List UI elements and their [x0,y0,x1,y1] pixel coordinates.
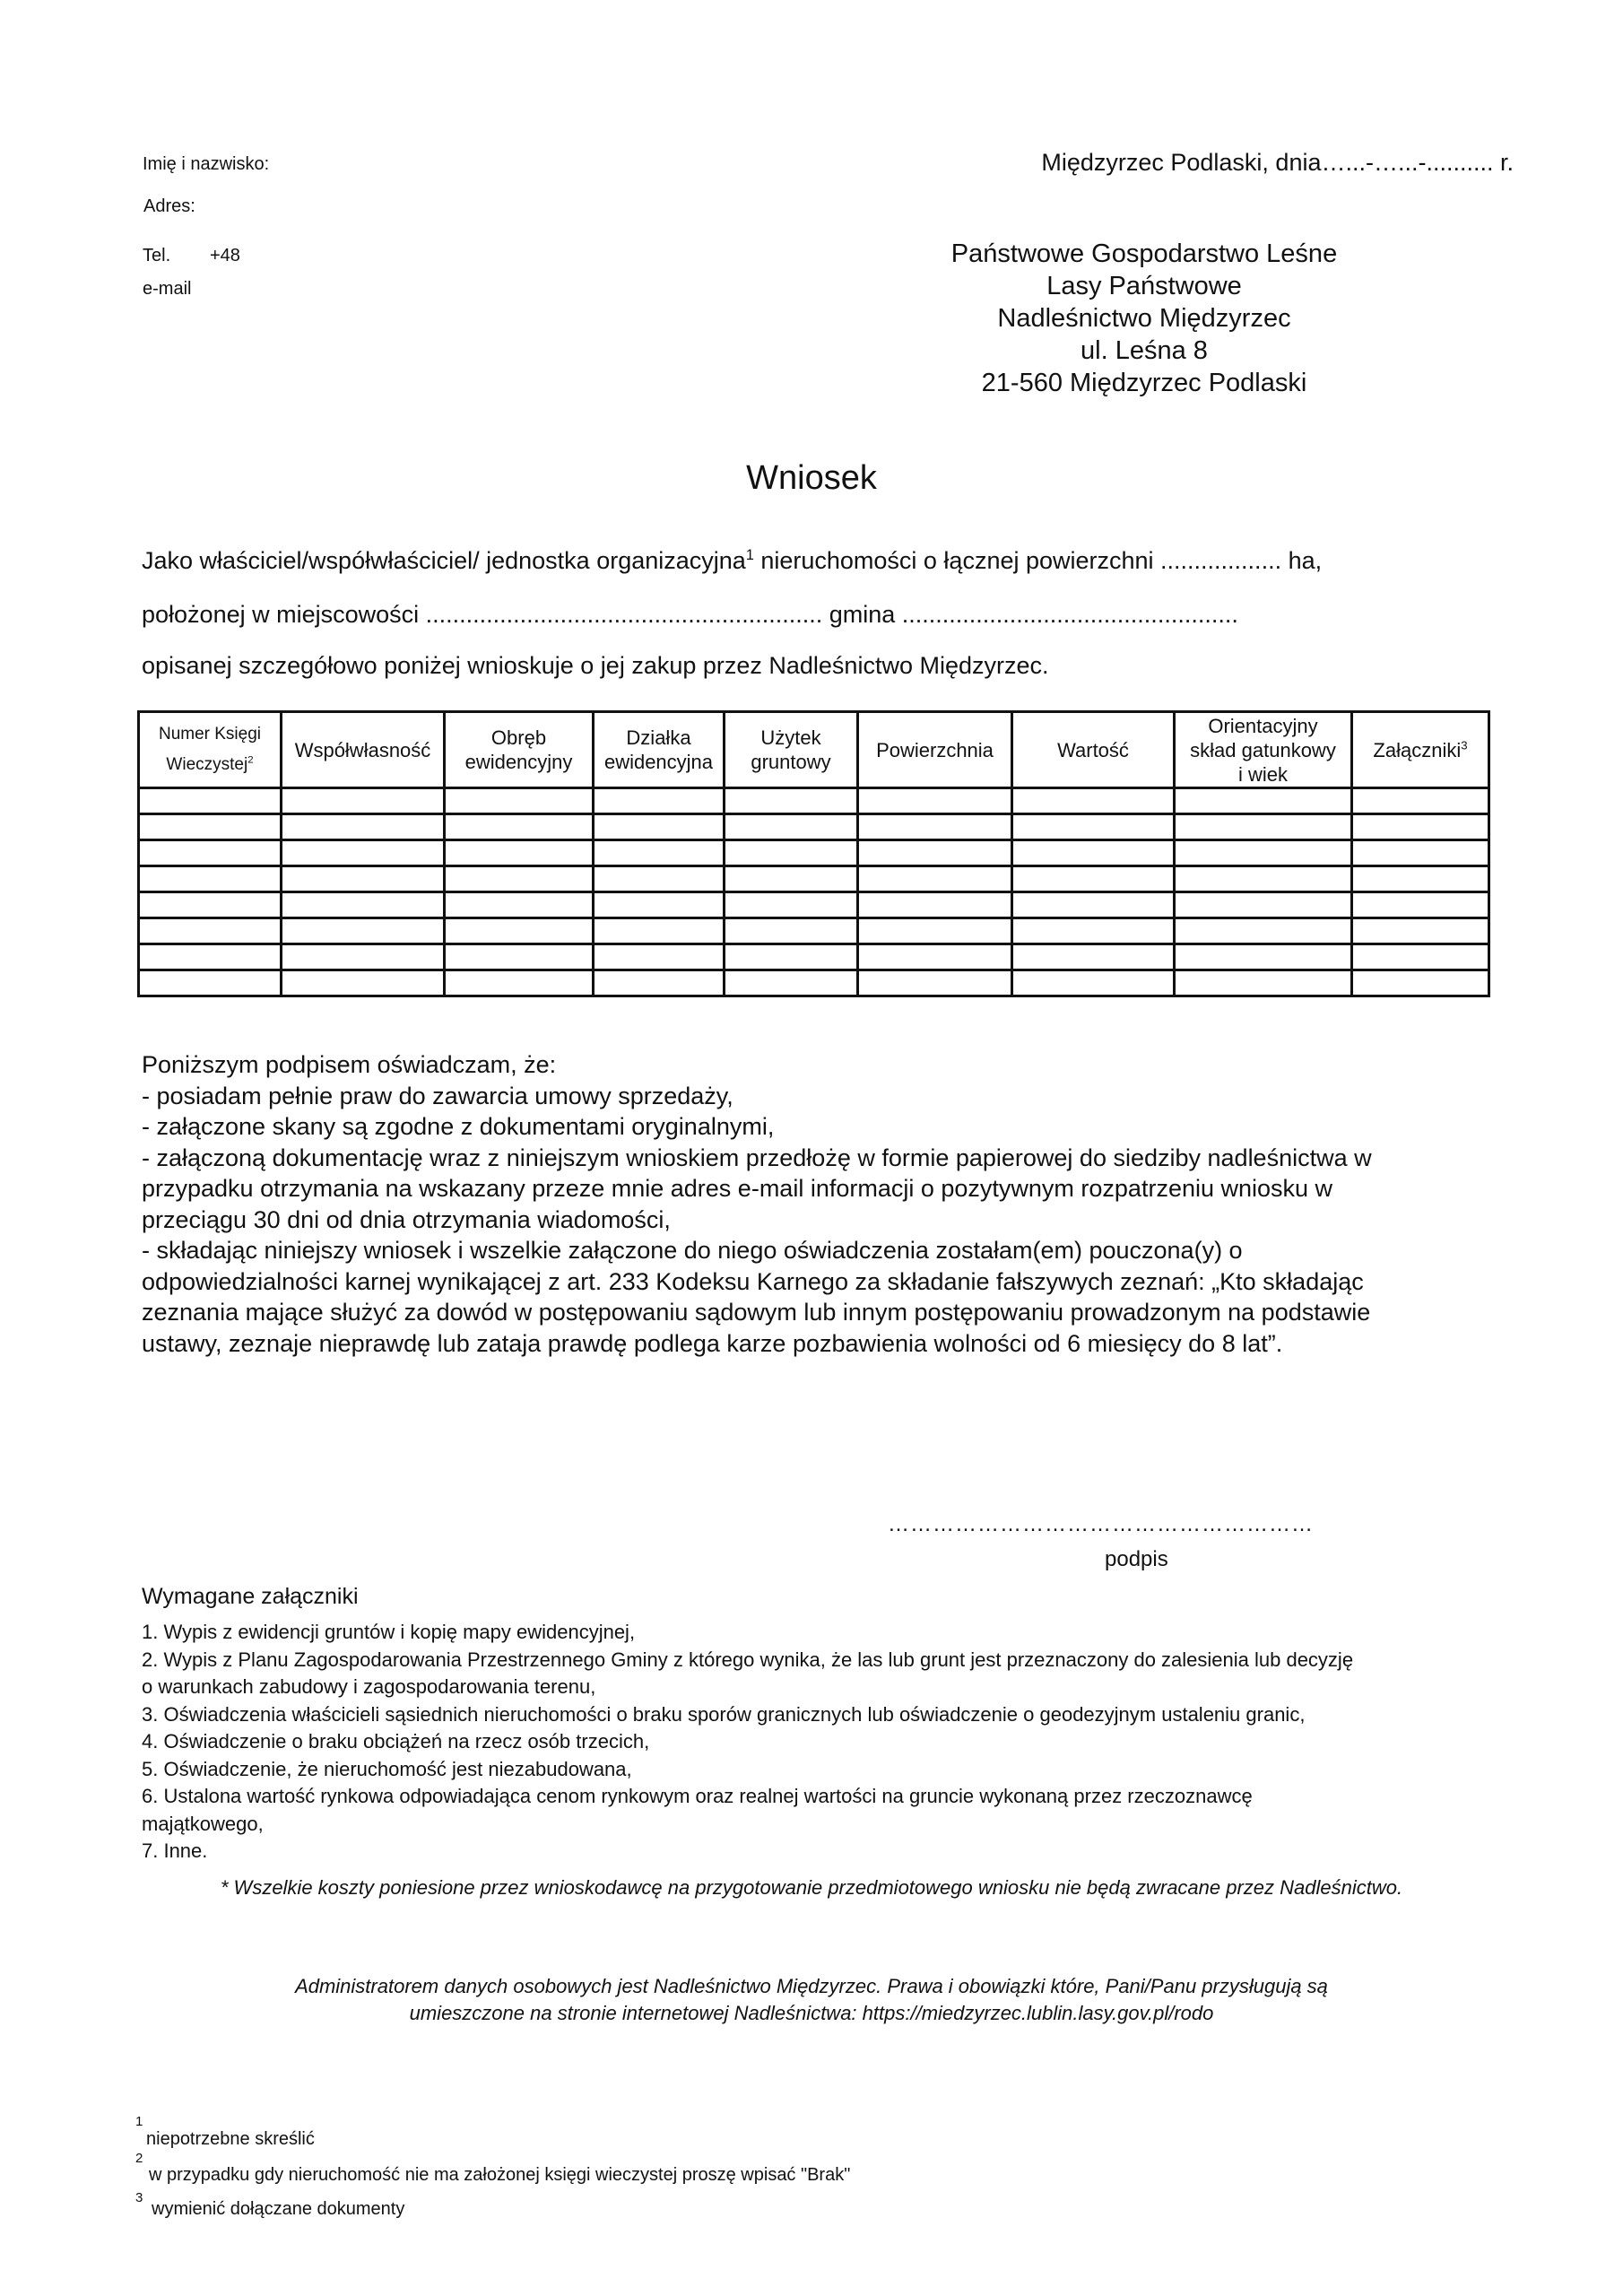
table-row [139,944,1489,970]
table-cell[interactable] [139,866,282,892]
attachment-item: 7. Inne. [142,1839,208,1862]
table-cell[interactable] [1012,814,1175,840]
footnote-text: w przypadku gdy nieruchomość nie ma założonej księgi wieczystej proszę wpisać "Brak" [149,2165,851,2185]
table-cell[interactable] [858,970,1012,996]
signature-label: podpis [1105,1547,1168,1571]
footnote-ref-3: 3 [1461,738,1468,752]
applicant-address-label: Adres: [143,196,195,216]
table-cell[interactable] [1352,788,1489,814]
header-species-composition [1175,712,1352,788]
header-text: Orientacyjny [1208,714,1318,737]
table-cell[interactable] [282,788,445,814]
declaration-line: ustawy, zeznaje nieprawdę lub zataja prawdę podlega karze pozbawienia wolności od 6 miesięcy do 8 lat”. [142,1329,1283,1357]
declaration-line: przeciągu 30 dni od dnia otrzymania wiadomości, [142,1205,671,1233]
table-cell[interactable] [445,918,594,944]
header-cadastral-plot [594,712,725,788]
intro-line-3: opisanej szczegółowo poniżej wnioskuje o jej zakup przez Nadleśnictwo Międzyrzec. [142,652,1049,679]
header-text: i wiek [1237,762,1288,786]
table-cell[interactable] [594,840,725,866]
table-cell[interactable] [1012,840,1175,866]
recipient-line: 21-560 Międzyrzec Podlaski [981,369,1307,397]
recipient-line: Lasy Państwowe [1046,272,1242,300]
table-row [139,814,1489,840]
header-text: Numer Księgi [158,725,262,744]
table-cell[interactable] [139,840,282,866]
footnote-ref-1: 1 [745,547,754,563]
table-cell[interactable] [1175,970,1352,996]
header-text: Obręb [490,726,547,749]
header-text: Wieczystej [166,755,248,774]
footnote-text: niepotrzebne skreślić [146,2129,315,2149]
footnote-text: wymienić dołączane dokumenty [152,2199,405,2219]
table-cell[interactable] [858,944,1012,970]
table-cell[interactable] [445,788,594,814]
table-cell[interactable] [725,788,858,814]
gdpr-line: Administratorem danych osobowych jest Nadleśnictwo Międzyrzec. Prawa i obowiązki które, Pani/Panu przysługują są [295,1975,1328,1997]
table-cell[interactable] [282,944,445,970]
table-cell[interactable] [725,918,858,944]
declaration [142,1049,1505,1359]
table-cell[interactable] [1352,892,1489,918]
gdpr-note [0,1973,1623,2027]
signature-line: ………………………………………………… [888,1512,1314,1536]
table-row [139,918,1489,944]
table-cell[interactable] [1175,892,1352,918]
place-and-date: Międzyrzec Podlaski, dnia…...-…...-.......... r. [1041,149,1514,176]
table-cell[interactable] [1175,840,1352,866]
table-row [139,892,1489,918]
header-text: Działka [626,726,691,749]
table-cell[interactable] [139,944,282,970]
recipient-line: Państwowe Gospodarstwo Leśne [950,239,1338,268]
table-body [139,788,1489,996]
footnote-number: 2 [135,2151,143,2166]
header-co-ownership: Współwłasność [282,712,445,788]
attachment-item: 4. Oświadczenie o braku obciążeń na rzecz osób trzecich, [142,1730,650,1752]
table-cell[interactable] [594,788,725,814]
table-cell[interactable] [139,918,282,944]
table-cell[interactable] [1352,840,1489,866]
attachment-item: 6. Ustalona wartość rynkowa odpowiadająca cenom rynkowym oraz realnej wartości na gruncie wykonaną przez rzeczoznawcę [142,1785,1253,1807]
table-cell[interactable] [1175,866,1352,892]
intro-text: Jako właściciel/współwłaściciel/ jednostka organizacyjna [142,547,746,574]
declaration-line: odpowiedzialności karnej wynikającej z art. 233 Kodeksu Karnego za składanie fałszywych zeznań: „Kto składając [142,1267,1364,1295]
phone-country-prefix: +48 [210,246,240,265]
table-cell[interactable] [445,944,594,970]
table-cell[interactable] [139,788,282,814]
applicant-phone-label: Tel. [143,246,171,265]
attachment-item: 2. Wypis z Planu Zagospodarowania Przestrzennego Gminy z którego wynika, że las lub grunt jest przeznaczony do zalesienia lub decyzję [142,1648,1354,1671]
table-cell[interactable] [1012,866,1175,892]
table-cell[interactable] [282,892,445,918]
table-cell[interactable] [858,840,1012,866]
header-cadastral-district [445,712,594,788]
table-cell[interactable] [1012,970,1175,996]
header-text: ewidencyjna [603,751,714,773]
header-text: gruntowy [751,751,831,773]
table-cell[interactable] [282,814,445,840]
footnote-number: 1 [135,2114,143,2129]
table-cell[interactable] [594,918,725,944]
recipient-line: Nadleśnictwo Międzyrzec [997,304,1291,333]
table-cell[interactable] [282,866,445,892]
header-land-register-number [139,712,282,788]
table-cell[interactable] [445,866,594,892]
table-cell[interactable] [858,866,1012,892]
table-cell[interactable] [1352,970,1489,996]
declaration-line: - składając niniejszy wniosek i wszelkie załączone do niego oświadczenia zostałam(em) pouczona(y) o [142,1237,1243,1264]
declaration-line: zeznania mające służyć za dowód w postępowaniu sądowym lub innym postępowaniu prowadzonym na podstawie [142,1299,1371,1326]
table-cell[interactable] [1175,814,1352,840]
table-cell[interactable] [725,944,858,970]
table-cell[interactable] [725,814,858,840]
table-cell[interactable] [1352,918,1489,944]
table-cell[interactable] [1175,788,1352,814]
table-cell[interactable] [282,918,445,944]
table-cell[interactable] [1352,814,1489,840]
table-cell[interactable] [725,840,858,866]
footnote-ref-2: 2 [247,754,254,766]
table-row [139,840,1489,866]
header-value: Wartość [1012,712,1175,788]
declaration-line: przypadku otrzymania na wskazany przeze mnie adres e-mail informacji o pozytywnym rozpatrzeniu wniosku w [142,1175,1333,1202]
table-cell[interactable] [725,970,858,996]
table-cell[interactable] [445,840,594,866]
table-cell[interactable] [858,814,1012,840]
table-cell[interactable] [1352,866,1489,892]
attachments-list [142,1619,1353,1866]
table-cell[interactable] [1012,918,1175,944]
table-cell[interactable] [282,970,445,996]
header-text: ewidencyjny [464,751,573,773]
gdpr-line: umieszczone na stronie internetowej Nadleśnictwa: https://miedzyrzec.lublin.lasy.gov.pl/rodo [409,2002,1214,2024]
header-attachments [1352,712,1489,788]
declaration-line: - posiadam pełnie praw do zawarcia umowy sprzedaży, [142,1082,733,1109]
table-cell[interactable] [858,892,1012,918]
intro-line-1 [142,547,1322,575]
header-text: Użytek [760,726,821,749]
table-header-row [139,712,1489,788]
applicant-name-label: Imię i nazwisko: [143,154,270,174]
table-cell[interactable] [858,918,1012,944]
table-cell[interactable] [725,892,858,918]
table-cell[interactable] [1352,944,1489,970]
table-cell[interactable] [445,970,594,996]
table-row [139,970,1489,996]
table-cell[interactable] [139,970,282,996]
footnote-number: 3 [135,2190,143,2205]
costs-note: * Wszelkie koszty poniesione przez wnioskodawcę na przygotowanie przedmiotowego wniosku nie będą zwracane przez Nadleśnictwo. [220,1876,1403,1899]
recipient-address [902,238,1386,399]
table-row [139,788,1489,814]
attachment-item: o warunkach zabudowy i zagospodarowania terenu, [142,1675,596,1698]
table-cell[interactable] [725,866,858,892]
document-title: Wniosek [746,459,877,497]
attachment-item: 3. Oświadczenia właścicieli sąsiednich nieruchomości o braku sporów granicznych lub oświadczenie o geodezyjnym ustaleniu granic, [142,1702,1306,1726]
attachments-heading: Wymagane załączniki [142,1584,359,1609]
table-cell[interactable] [594,970,725,996]
table-cell[interactable] [1012,944,1175,970]
declaration-line: - załączone skany są zgodne z dokumentami oryginalnymi, [142,1113,775,1140]
attachment-item: majątkowego, [142,1812,264,1835]
intro-text: nieruchomości o łącznej powierzchni .................. ha, [753,547,1323,574]
table-cell[interactable] [1175,944,1352,970]
table-cell[interactable] [445,814,594,840]
table-cell[interactable] [1012,788,1175,814]
table-cell[interactable] [594,814,725,840]
intro-line-2: położonej w miejscowości ........................................................... gmina .................................................. [142,601,1238,628]
recipient-line: ul. Leśna 8 [1081,336,1208,365]
table-cell[interactable] [445,892,594,918]
declaration-line: Poniższym podpisem oświadczam, że: [142,1051,557,1078]
table-cell[interactable] [139,814,282,840]
header-text: Załączniki [1373,738,1462,761]
attachment-item: 5. Oświadczenie, że nieruchomość jest niezabudowana, [142,1757,632,1780]
declaration-line: - załączoną dokumentację wraz z niniejszym wnioskiem przedłożę w formie papierowej do siedziby nadleśnictwa w [142,1144,1372,1171]
table-cell[interactable] [594,866,725,892]
table-cell[interactable] [1175,918,1352,944]
parcels-table [137,710,1490,997]
table-cell[interactable] [139,892,282,918]
header-land-use [725,712,858,788]
header-area: Powierzchnia [858,712,1012,788]
table-row [139,866,1489,892]
table-cell[interactable] [282,840,445,866]
table-cell[interactable] [858,788,1012,814]
header-text: skład gatunkowy [1190,738,1336,761]
table-cell[interactable] [1012,892,1175,918]
attachment-item: 1. Wypis z ewidencji gruntów i kopię mapy ewidencyjnej, [142,1621,636,1643]
applicant-email-label: e-mail [143,279,192,299]
table-cell[interactable] [594,892,725,918]
table-cell[interactable] [594,944,725,970]
